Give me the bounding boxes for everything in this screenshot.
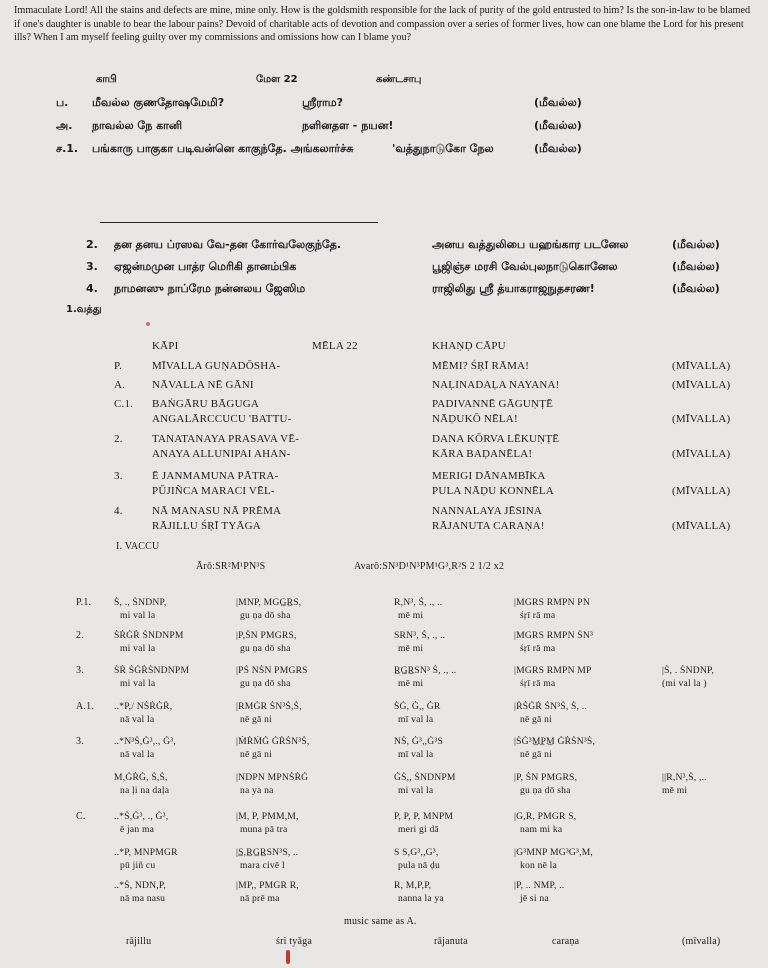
notation-swara: |ṠĠ³M̲P̲M̲ ĠṘṠN³Ṡ, [514, 736, 596, 747]
notation-lyric: mi val la [120, 643, 156, 654]
tamil-row-label: ச.1. [56, 142, 79, 155]
notation-swara: |NDPN MPNṠṘĠ [236, 772, 309, 783]
notation-swara: S S,G³,,G³, [394, 847, 439, 858]
red-mark [286, 950, 290, 964]
tamil-row-label: 2. [86, 238, 98, 251]
notation-lyric: nam mi ka [520, 824, 563, 835]
avarohana: Avarō:SN³D¹N³PM¹G³,R²S 2 1/2 x2 [354, 561, 505, 572]
notation-swara: |P, ṠN PMGRS, [514, 772, 578, 783]
notation-lyric: gu ṇa dō sha [240, 678, 291, 689]
notation-lyric: śṛī rā ma [520, 678, 556, 689]
notation-lyric: mi val la [120, 610, 156, 621]
roman-row-right: NAḶINADAḶA NAYANA! [432, 379, 560, 391]
notation-swara: R̲G̲R̲SN³ Ṡ, ., .. [394, 665, 457, 676]
notation-swara: P, P, P, MNPM [394, 811, 454, 822]
roman-mela: MĒLA 22 [312, 340, 358, 352]
tamil-row-mid: ராஜிலிது ஸ்ரீ த்யாகராஜநுதசரண! [432, 282, 595, 295]
notation-lyric: gu ṇa dō sha [520, 785, 571, 796]
notation-swara: |ṀṘṀĠ ĠṘṠN³Ṡ, [236, 736, 310, 747]
notation-label: 3. [76, 736, 84, 747]
roman-row-right: NANNALAYA JĒSINA [432, 505, 543, 517]
tamil-row-end: (மீவல்ல) [672, 260, 720, 273]
notation-lyric: nā ma nasu [120, 893, 166, 904]
last-line-word: śri tyāga [276, 936, 312, 947]
tamil-row-end: (மீவல்ல) [672, 282, 720, 295]
notation-swara: |ṘṠĠṘ ṠN³Ṡ, Ṡ, .. [514, 701, 587, 712]
notation-label: P.1. [76, 597, 92, 608]
tamil-row-end: (மீவல்ல) [672, 238, 720, 251]
roman-row-end: (MĪVALLA) [672, 379, 731, 391]
tamil-row-label: ப. [56, 96, 69, 109]
notation-lyric: mē mi [398, 610, 424, 621]
notation-swara: |G,R, PMGR S, [514, 811, 577, 822]
roman-row-left: NĀ MANASU NĀ PRĒMA [152, 505, 282, 517]
tamil-row-mid: 'வத்துநாடுகோ நேல [392, 142, 494, 155]
notation-lyric: pula nā ḍu [398, 860, 440, 871]
roman-row-left: Ē JANMAMUNA PĀTRA- [152, 470, 279, 482]
roman-row-left: PŪJIÑCA MARACI VĒL- [152, 485, 275, 497]
tamil-row-end: (மீவல்ல) [534, 119, 582, 132]
notation-swara: |Ṡ, . ṠNDNP, [662, 665, 715, 676]
notation-lyric: (mi val la ) [662, 678, 707, 689]
notation-swara: ||R,N³,Ṡ, ,.. [662, 772, 707, 783]
notation-lyric: nā prē ma [240, 893, 280, 904]
notation-swara: |MP,, PMGR R, [236, 880, 299, 891]
notation-lyric: ē jan ma [120, 824, 155, 835]
arohana: Ārō:SR²M¹PN³S [196, 561, 266, 572]
notation-swara: R,N³, Ṡ, ., .. [394, 597, 443, 608]
notation-lyric: muna pā tra [240, 824, 288, 835]
notation-lyric: nē gā ni [240, 714, 272, 725]
notation-lyric: na ya na [240, 785, 274, 796]
notation-lyric: nā val la [120, 714, 155, 725]
last-line-word: rājanuta [434, 936, 468, 947]
notation-lyric: mē mi [398, 643, 424, 654]
tamil-raga: காபி [96, 74, 117, 85]
roman-row-end: (MĪVALLA) [672, 448, 731, 460]
tamil-row-text: பங்காரு பாகுகா படிவன்னெ காகுந்தே. அங்கலார்ச்சு [92, 142, 354, 155]
roman-row-label: P. [114, 360, 123, 372]
roman-row-right: KĀRA BAḌANĒLA! [432, 448, 533, 460]
notation-lyric: nā val la [120, 749, 155, 760]
roman-row-left: ANAYA ALLUNIPAI AHAN- [152, 448, 291, 460]
notation-swara: M,ĠṘĠ, Ṡ,Ṡ, [114, 772, 168, 783]
notation-lyric: mē mi [662, 785, 688, 796]
tamil-row-mid: நளினதள - நயன! [302, 119, 394, 132]
last-line-word: (mīvalla) [682, 936, 721, 947]
notation-lyric: pū jiñ cu [120, 860, 156, 871]
notation-lyric: meri gi dā [398, 824, 439, 835]
notation-lyric: nē gā ni [520, 749, 552, 760]
notation-swara: ĠṠ,, ṠNDNPM [394, 772, 456, 783]
tamil-row-label: 3. [86, 260, 98, 273]
tamil-row-label: 4. [86, 282, 98, 295]
tamil-row-text: நாமனஸு நாப்ரேம நன்னலய ஜேஸிம [114, 282, 306, 295]
notation-lyric: kon nē la [520, 860, 557, 871]
tamil-row-mid: ஸ்ரீராம? [302, 96, 343, 109]
notation-swara: |P, .. NMP, .. [514, 880, 565, 891]
notation-lyric: nē gā ni [520, 714, 552, 725]
roman-raga: KĀPI [152, 340, 179, 352]
tamil-row-mid: அனய வத்துலிபை யஹங்கார படனேல [432, 238, 629, 251]
notation-lyric: śṛī rā ma [520, 610, 556, 621]
notation-lyric: mara civē l [240, 860, 285, 871]
notation-lyric: mi val la [120, 678, 156, 689]
roman-row-right: MERIGI DĀNAMBĪKA [432, 470, 546, 482]
roman-row-right: DANA KŌRVA LĒKUṆṬĒ [432, 433, 560, 445]
tamil-tala: கண்டசாபு [376, 74, 422, 85]
notation-swara: |MNP, MGG̲R̲S, [236, 597, 302, 608]
notation-swara: |MGRS RMPN PN [514, 597, 590, 608]
roman-row-right: PULA NĀḌU KONNĒLA [432, 485, 554, 497]
vaccu-heading: I. VACCU [116, 541, 160, 552]
roman-row-label: 4. [114, 505, 123, 517]
tamil-row-label: அ. [56, 119, 73, 132]
notation-label: C. [76, 811, 86, 822]
notation-lyric: jē si na [520, 893, 549, 904]
notation-swara: |M, P, PMM,M, [236, 811, 299, 822]
notation-lyric: mi val la [398, 785, 434, 796]
roman-row-right: MĒMI? ŚṚĪ RĀMA! [432, 360, 530, 372]
notation-swara: |G³MNP MG³G³,M, [514, 847, 594, 858]
notation-label: A.1. [76, 701, 95, 712]
tamil-row-end: (மீவல்ல) [534, 96, 582, 109]
intro-paragraph: Immaculate Lord! All the stains and defects are mine, mine only. How is the goldsmith responsible for the lack of purity of the gold entrusted to him? Is the son-in-law to be blamed if one's daughter is unable to bear the labour pains? Devoid of charitable acts of devotion and compassion over a series of former lives, how can one blame the Lord for his present ills? When I am myself feeling guilty over my commissions and omissions how can I blame you? [14, 5, 751, 44]
notation-lyric: nē gā ni [240, 749, 272, 760]
notation-lyric: śṛī rā ma [520, 643, 556, 654]
notation-lyric: mē mi [398, 678, 424, 689]
notation-lyric: mī val la [398, 714, 434, 725]
notation-swara: NṠ, Ġ³,,Ġ³S [394, 736, 444, 747]
roman-row-label: 2. [114, 433, 123, 445]
last-line-word: caraṇa [552, 936, 580, 947]
notation-label: 3. [76, 665, 84, 676]
tamil-mela: மேள 22 [256, 74, 298, 85]
roman-row-end: (MĪVALLA) [672, 360, 731, 372]
notation-swara: ṠṘ ṠĠṘṠNDNPM [114, 665, 190, 676]
roman-row-end: (MĪVALLA) [672, 413, 731, 425]
roman-row-label: A. [114, 379, 126, 391]
notation-swara: SRN³, Ṡ, ., .. [394, 630, 446, 641]
roman-row-left: BAṄGĀRU BĀGUGA [152, 398, 259, 410]
notation-swara: ..*Ṡ,Ġ³, ., Ġ³, [114, 811, 169, 822]
last-line-word: rājillu [126, 936, 152, 947]
notation-swara: ..*P,/ NṠṘĠṘ, [114, 701, 173, 712]
tamil-row-text: தன தனய ப்ரஸவ வே-தன கோர்வலேகுந்தே. [114, 238, 342, 251]
notation-label: 2. [76, 630, 84, 641]
roman-row-end: (MĪVALLA) [672, 520, 731, 532]
roman-row-right: RĀJANUTA CARAṆA! [432, 520, 545, 532]
tamil-row-text: நாவல்ல நே கானி [92, 119, 183, 132]
tamil-row-text: மீவல்ல குணதோஷமேமி? [92, 96, 225, 109]
notation-swara: ..*P, MNPMGR [114, 847, 178, 858]
notation-lyric: mī val la [398, 749, 434, 760]
music-note: music same as A. [344, 916, 417, 927]
notation-swara: ṠṘĠṘ ṠNDNPM [114, 630, 184, 641]
notation-swara: |PṠ NṠN PMGRS [236, 665, 308, 676]
notation-lyric: gu ṇa dō sha [240, 643, 291, 654]
roman-tala: KHAṆḌ CĀPU [432, 340, 506, 352]
notation-swara: |MGRS RMPN MP [514, 665, 592, 676]
notation-swara: Ṡ, ., ṠNDNP, [114, 597, 167, 608]
tamil-row-end: (மீவல்ல) [534, 142, 582, 155]
red-mark [146, 322, 150, 326]
notation-lyric: gu ṇa dō sha [240, 610, 291, 621]
notation-swara: ṠĠ, Ġ,, ĠR [394, 701, 441, 712]
roman-row-label: C.1. [114, 398, 134, 410]
notation-swara: |MGRS RMPN ṠN³ [514, 630, 594, 641]
tamil-row-mid: பூஜிஞ்ச மரசி வேல்புலநாடுகொனேல [432, 260, 618, 273]
notation-lyric: na ḷi na daḷa [120, 785, 170, 796]
roman-row-end: (MĪVALLA) [672, 485, 731, 497]
roman-row-left: NĀVALLA NĒ GĀNI [152, 379, 254, 391]
notation-swara: |S̲,R̲G̲R̲SN³S, .. [236, 847, 299, 858]
notation-swara: ..*Ṡ, NDN,P, [114, 880, 166, 891]
roman-row-left: TANATANAYA PRASAVA VĒ- [152, 433, 300, 445]
roman-row-left: ANGALĀRCCUCU 'BATTU- [152, 413, 292, 425]
tamil-row-text: ஏஜன்மமுன பாத்ர மெரிகி தானம்பிக [114, 260, 297, 273]
notation-swara: ..*N³Ṡ,Ġ³,., Ġ³, [114, 736, 176, 747]
tamil-vaccu-label: 1.வத்து [66, 304, 102, 315]
notation-swara: R, M,P,P, [394, 880, 432, 891]
divider-rule [100, 222, 378, 223]
notation-lyric: nanna la ya [398, 893, 444, 904]
roman-row-right: PADIVANNĒ GĀGUṆṬĒ [432, 398, 554, 410]
notation-swara: |RMĠR ṠN³Ṡ,Ṡ, [236, 701, 302, 712]
roman-row-right: NĀḌUKŌ NĒLA! [432, 413, 518, 425]
roman-row-label: 3. [114, 470, 123, 482]
roman-row-left: MĪVALLA GUṆADŌSHA- [152, 360, 281, 372]
roman-row-left: RĀJILLU ŚṚĪ TYĀGA [152, 520, 261, 532]
notation-swara: |P,ṠN PMGRS, [236, 630, 297, 641]
